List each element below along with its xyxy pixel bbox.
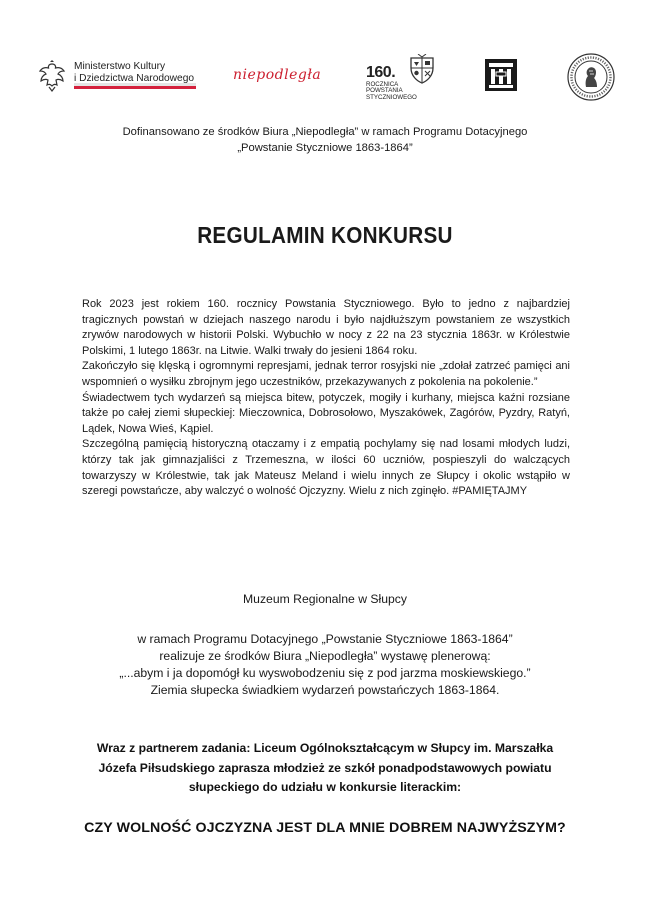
exhibition-line-2: realizuje ze środków Biura „Niepodległa” wystawę plenerową: — [159, 649, 491, 663]
exhibition-line-3: „...abym i ja dopomógł ku wyswobodzeniu się z pod jarzma moskiewskiego.” — [119, 666, 531, 680]
exhibition-line-1: w ramach Programu Dotacyjnego „Powstanie Styczniowe 1863-1864” — [137, 632, 513, 646]
niepodlegla-logo — [231, 64, 327, 92]
funding-line-1: Dofinansowano ze środków Biura „Niepodległa” w ramach Programu Dotacyjnego — [122, 126, 528, 138]
flag-red-stripe — [74, 86, 196, 89]
museum-name: Muzeum Regionalne w Słupcy — [243, 592, 407, 606]
logo-strip — [0, 44, 650, 114]
anniversary-logo — [366, 52, 442, 104]
paragraph-2: Zakończyło się klęską i ogromnymi represjami, jednak terror rosyjski nie „zdołał zatrzeć pamięci ani wspomnień o wysiłku zbrojnym jego uczestników, przekazywanych z pokolenia na pokolenie.” — [82, 360, 570, 388]
paragraph-4: Szczególną pamięcią historyczną otaczamy i z empatią pochylamy się nad losami młodych ludzi, którzy tak jak gimnazjaliści z Trzemeszna, w ilości 60 uczniów, pospieszyli do walczących towarzyszy w Królestwie, tak jak Mateusz Meland i wielu innych ze Słupcy i okolic wstąpiło w szeregi powstańcze, aby walczyć o wolność Ojczyzny. Wielu z nich zginęło. #PAMIĘTAJMY — [82, 438, 570, 498]
funding-line-2: „Powstanie Styczniowe 1863-1864” — [237, 142, 413, 154]
ministry-logo — [36, 58, 196, 98]
partner-invitation — [0, 739, 650, 798]
ministry-name: Ministerstwo Kultury i Dziedzictwa Narodowego — [74, 61, 195, 84]
exhibition-announcement — [0, 631, 650, 699]
anniversary-caption: ROCZNICA POWSTANIA STYCZNIOWEGO — [366, 81, 417, 101]
museum-logo — [566, 52, 616, 102]
partner-line-2: Józefa Piłsudskiego zaprasza młodzież ze szkół ponadpodstawowych powiatu — [98, 760, 552, 775]
eagle-icon — [36, 60, 68, 94]
coat-of-arms-icon — [408, 54, 436, 84]
contest-question: CZY WOLNOŚĆ OJCZYZNA JEST DLA MNIE DOBREM NAJWYŻSZYM? — [84, 820, 566, 836]
niepodlegla-wordmark: niepodległa — [233, 67, 322, 83]
partner-line-3: słupeckiego do udziału w konkursie literackim: — [188, 780, 462, 794]
partner-line-1: Wraz z partnerem zadania: Liceum Ogólnokształcącym w Słupcy im. Marszałka — [96, 741, 554, 755]
paragraph-1: Rok 2023 jest rokiem 160. rocznicy Powstania Styczniowego. Było to jedno z najbardziej tragicznych powstań w dziejach naszego narodu i było najdłuższym powstaniem ze wszystkich zrywów narodowych w historii Polski. Wybuchło w nocy z 22 na 23 stycznia 1863r. w Królestwie Polskimi, 1 lutego 1863r. na Litwie. Walki trwały do jesieni 1864 roku. — [82, 298, 570, 357]
exhibition-line-4: Ziemia słupecka świadkiem wydarzeń powstańczych 1863-1864. — [150, 683, 500, 697]
school-building-icon — [484, 58, 518, 92]
page-title: REGULAMIN KONKURSU — [197, 222, 453, 248]
regulations-body — [82, 297, 570, 500]
paragraph-3: Świadectwem tych wydarzeń są miejsca bitew, potyczek, mogiły i kurhany, miejsca kaźni rozsiane także po całej ziemi słupeckiej: Mieczownica, Dobrosołowo, Myszakówek, Zagórów, Pyzdry, Ratyń, Lądek, Nowa Wieś, Kąpiel. — [82, 391, 570, 435]
funding-note — [0, 124, 650, 156]
anniversary-number: 160. — [366, 64, 396, 81]
museum-seal-icon — [566, 52, 616, 102]
school-logo — [484, 58, 518, 92]
